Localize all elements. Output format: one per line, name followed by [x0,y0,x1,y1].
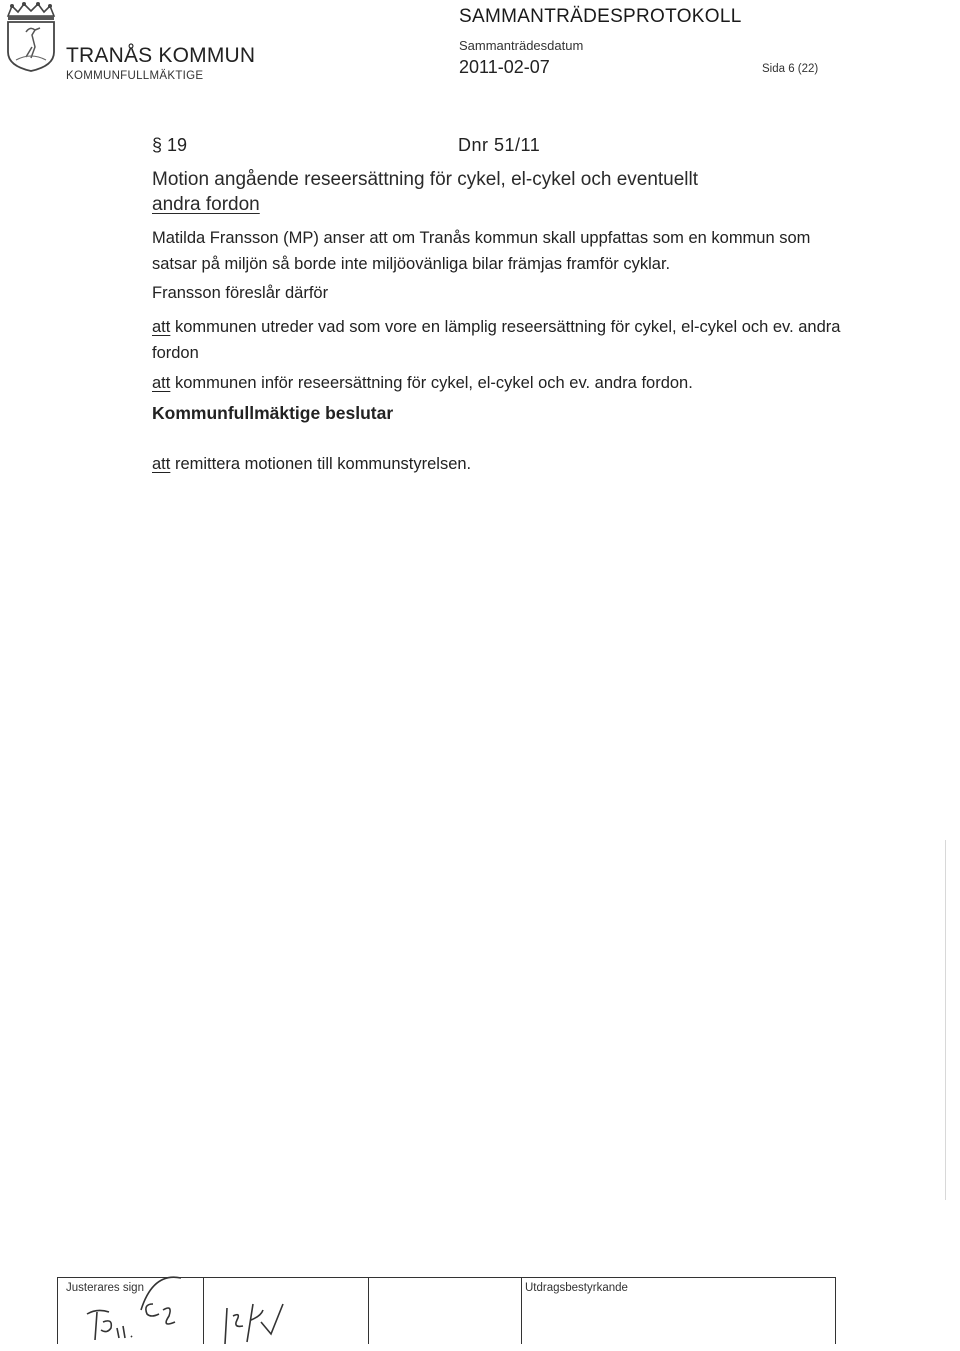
att-marker: att [152,374,171,392]
organization-body: KOMMUNFULLMÄKTIGE [66,70,204,82]
section-title [152,167,852,217]
tranas-coat-of-arms-icon [2,2,60,72]
proposal-clause-1 [152,314,852,366]
diary-number: Dnr 51/11 [458,135,541,155]
page-number: Sida 6 (22) [762,63,819,75]
motion-paragraph: Matilda Fransson (MP) anser att om Tranås kommun skall uppfattas som en kommun som satsar på miljön så borde inte miljöovänliga bilar främjas framför cyklar. [152,229,811,273]
decision-heading: Kommunfullmäktige beslutar [152,403,394,423]
decision-clause-text: remittera motionen till kommunstyrelsen. [174,455,472,473]
proposal-clause-2 [152,370,852,396]
handwritten-signatures [57,1270,387,1350]
att-marker: att [152,318,171,336]
att-marker: att [152,455,171,473]
justerares-sign-label: Justerares sign [66,1282,144,1294]
proposal-intro: Fransson föreslår därför [152,284,329,302]
meeting-date: 2011-02-07 [459,57,550,77]
paragraph-number: § 19 [152,135,188,155]
document-type: SAMMANTRÄDESPROTOKOLL [459,6,742,27]
proposal-clause-1-text: kommunen utreder vad som vore en lämplig reseersättning för cykel, el-cykel och ev. andra fordon [152,318,841,362]
decision-clause [152,451,852,477]
section-title-line1: Motion angående reseersättning för cykel, el-cykel och eventuellt [152,169,699,190]
scan-artifact-line [945,840,946,1200]
signature-divider [521,1278,522,1344]
organization-name: TRANÅS KOMMUN [66,44,256,67]
section-title-line2: andra fordon [152,194,260,215]
proposal-clause-2-text: kommunen inför reseersättning för cykel, el-cykel och ev. andra fordon. [174,374,693,392]
utdragsbestyrkande-label: Utdragsbestyrkande [525,1282,628,1294]
date-label: Sammanträdesdatum [459,38,584,53]
